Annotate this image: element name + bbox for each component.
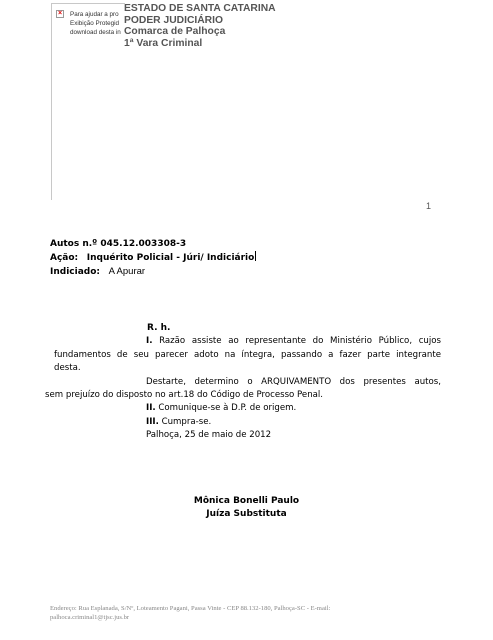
acao-label: Ação: [50, 253, 79, 263]
item1-first-line: I. Razão assiste ao representante do Ministério Público, cujos [146, 336, 441, 347]
judge-name: Mônica Bonelli Paulo [193, 496, 300, 506]
text-cursor [255, 251, 256, 261]
judge-title: Juíza Substituta [206, 509, 287, 519]
acao-value: Inquérito Policial - Júri/ Indiciário [86, 253, 255, 263]
rh-heading: R. h. [147, 323, 171, 333]
protected-view-notice: Para ajudar a pro Exibição Protegid download desta in [70, 11, 121, 36]
item3: III. Cumpra-se. [146, 416, 212, 427]
footer-email: palhoca.criminal1@tjsc.jus.br [50, 614, 130, 621]
decision-body [45, 322, 441, 443]
case-details [50, 238, 256, 279]
footer-address: Endereço: Rua Esplanada, S/Nº, Loteamento Pagani, Passa Vinte - CEP 88.132-180, Palhoça-SC - E-mail: [50, 605, 331, 612]
broken-image-icon: × [57, 10, 63, 17]
header-comarca: Comarca de Palhoça [124, 26, 226, 37]
header-vara: 1ª Vara Criminal [124, 37, 203, 49]
header-judiciary: PODER JUDICIÁRIO [124, 14, 223, 26]
autos-number: Autos n.º 045.12.003308-3 [50, 239, 187, 249]
destarte-second-line: sem prejuízo do disposto no art.18 do Código de Processo Penal. [45, 390, 324, 401]
blocked-image-placeholder [51, 3, 125, 200]
item2: II. Comunique-se à D.P. de origem. [146, 403, 297, 414]
date-line: Palhoça, 25 de maio de 2012 [146, 430, 272, 441]
destarte-first-line: Destarte, determino o ARQUIVAMENTO dos presentes autos, [146, 376, 441, 387]
item1-third-line: desta. [54, 363, 81, 374]
indiciado-label: Indiciado: [50, 267, 101, 277]
page-number: 1 [426, 201, 432, 211]
indiciado-value: A Apurar [108, 266, 146, 277]
court-header [124, 3, 276, 49]
page-footer [50, 604, 380, 622]
item1-second-line: fundamentos de seu parecer adoto na íntegra, passando a fazer parte integrante [54, 349, 441, 360]
header-state: ESTADO DE SANTA CATARINA [124, 3, 276, 14]
